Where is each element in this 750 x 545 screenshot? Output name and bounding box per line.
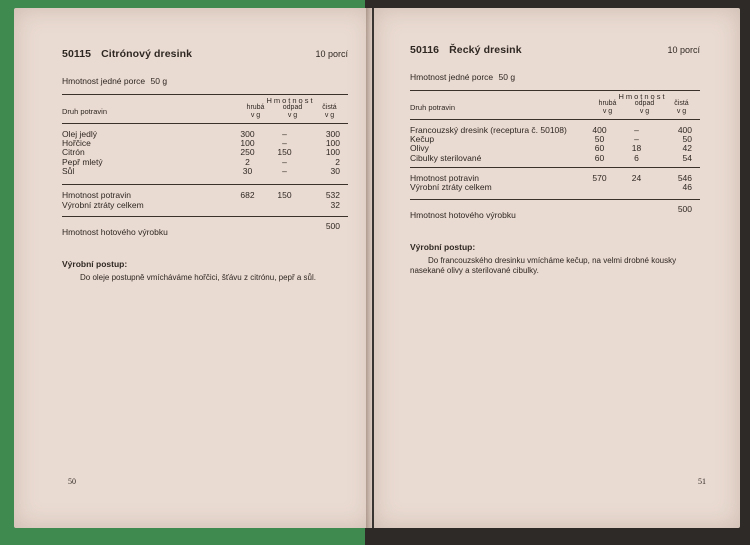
left-final-value: 500 — [325, 221, 340, 232]
left-table-header — [62, 95, 348, 123]
left-procedure-heading: Výrobní postup: — [62, 259, 128, 270]
right-col-net-unit: v g — [676, 108, 687, 115]
right-portion-weight — [410, 72, 700, 82]
left-title-row — [62, 48, 348, 60]
right-rule-final — [410, 199, 700, 200]
left-col-waste-name: odpad — [282, 104, 303, 111]
left-col-gross-unit: v g — [250, 112, 261, 119]
totals-waste: 24 — [631, 172, 642, 183]
ingredient-gross: 250 — [240, 147, 255, 158]
right-title-row — [410, 44, 700, 56]
totals-waste: 150 — [277, 190, 292, 201]
ingredient-waste: – — [634, 125, 639, 135]
ingredient-waste: 150 — [277, 147, 292, 158]
right-page-number: 51 — [698, 477, 706, 486]
right-col-waste-unit: v g — [639, 108, 650, 115]
left-portions: 10 porcí — [315, 49, 348, 59]
left-recipe-title — [62, 48, 192, 60]
left-col-gross-name: hrubá — [246, 104, 265, 111]
table-row — [62, 167, 348, 176]
ingredient-waste: – — [634, 134, 639, 145]
right-portions: 10 porcí — [667, 45, 700, 55]
ingredient-net: 30 — [330, 165, 340, 176]
left-recipe-name: Citrónový dresink — [101, 48, 193, 60]
totals-label: Výrobní ztráty celkem — [62, 199, 144, 210]
ingredient-net: 100 — [325, 138, 340, 149]
ingredient-gross: 60 — [594, 143, 605, 154]
left-portion-weight — [62, 76, 348, 86]
right-header-ingredient-label: Druh potravin — [410, 103, 456, 112]
right-final-weight — [410, 204, 700, 220]
left-rule-totals — [62, 184, 348, 185]
totals-net: 532 — [325, 190, 340, 201]
right-col-net-name: čistá — [674, 100, 689, 107]
ingredient-gross: 30 — [242, 165, 253, 176]
totals-label: Výrobní ztráty celkem — [410, 182, 492, 193]
left-header-col-waste — [274, 104, 311, 120]
ingredient-name: Citrón — [62, 147, 85, 158]
left-portion-weight-label: Hmotnost jedné porce — [62, 76, 146, 86]
table-row — [410, 135, 700, 144]
totals-waste — [266, 201, 303, 211]
ingredient-gross: 60 — [594, 152, 605, 163]
ingredient-gross: 2 — [245, 156, 250, 167]
ingredient-name: Hořčice — [62, 138, 91, 149]
table-row — [62, 130, 348, 139]
left-header-group: Hmotnost — [266, 96, 315, 105]
ingredient-net: 54 — [682, 152, 692, 163]
right-col-gross-name: hrubá — [598, 100, 617, 107]
right-totals — [410, 174, 700, 193]
ingredient-name: Olivy — [410, 143, 429, 154]
right-rule-header — [410, 119, 700, 120]
ingredient-net: 300 — [325, 129, 340, 139]
left-recipe-code: 50115 — [62, 48, 92, 60]
totals-gross: 682 — [240, 190, 255, 201]
ingredient-gross: 100 — [240, 138, 255, 149]
left-page — [14, 8, 372, 528]
right-header-columns — [589, 100, 700, 116]
totals-label: Hmotnost potravin — [410, 172, 479, 183]
right-procedure-heading: Výrobní postup: — [410, 241, 476, 252]
right-rule-totals — [410, 167, 700, 168]
ingredient-net: 100 — [325, 147, 340, 158]
totals-row — [62, 201, 348, 211]
right-recipe — [410, 44, 700, 276]
right-portion-weight-label: Hmotnost jedné porce — [410, 72, 494, 82]
ingredient-name: Cibulky sterilované — [410, 152, 482, 163]
left-header-ingredient-label: Druh potravin — [62, 107, 108, 116]
right-recipe-title — [410, 44, 522, 56]
table-row — [410, 126, 700, 135]
ingredient-name: Olej jedlý — [62, 129, 97, 139]
right-page — [374, 8, 740, 528]
ingredient-net: 50 — [682, 134, 692, 145]
totals-label: Hmotnost potravin — [62, 190, 131, 201]
totals-net: 32 — [330, 199, 340, 210]
ingredient-name: Pepř mletý — [62, 156, 103, 167]
right-recipe-name: Řecký dresink — [449, 44, 522, 56]
totals-gross — [581, 183, 618, 193]
ingredient-name: Sůl — [62, 165, 75, 176]
table-row — [410, 154, 700, 163]
totals-gross — [229, 201, 266, 211]
ingredient-waste: – — [282, 156, 287, 167]
ingredient-waste: 18 — [631, 143, 642, 154]
left-ingredients-table — [62, 130, 348, 176]
right-header-col-waste — [626, 100, 663, 116]
ingredient-net: 42 — [682, 143, 692, 154]
totals-gross: 570 — [592, 172, 607, 183]
ingredient-waste: 6 — [634, 152, 639, 163]
ingredient-name: Kečup — [410, 134, 435, 145]
left-header-col-net — [311, 104, 348, 120]
totals-waste — [618, 183, 655, 193]
right-recipe-code: 50116 — [410, 44, 440, 56]
left-header-columns — [237, 104, 348, 120]
left-header-col-gross — [237, 104, 274, 120]
right-header-col-gross — [589, 100, 626, 116]
left-recipe — [62, 48, 348, 283]
left-col-waste-unit: v g — [287, 112, 298, 119]
totals-net: 546 — [677, 172, 692, 183]
ingredient-net: 400 — [677, 125, 692, 135]
left-col-net-unit: v g — [324, 112, 335, 119]
ingredient-waste: – — [282, 129, 287, 139]
ingredient-gross: 300 — [240, 129, 255, 139]
left-final-weight — [62, 221, 348, 237]
left-page-number: 50 — [68, 477, 76, 486]
right-header-group: Hmotnost — [618, 92, 667, 101]
ingredient-name: Francouzský dresink (receptura č. 50108) — [410, 125, 567, 135]
table-row — [62, 139, 348, 148]
right-procedure-text: Do francouzského dresinku vmícháme kečup, na velmi drobné kousky nasekané olivy a sterilované cibulky. — [410, 255, 677, 275]
right-ingredients-table — [410, 126, 700, 163]
left-final-label: Hmotnost hotového výrobku — [62, 227, 168, 238]
ingredient-gross: 50 — [594, 134, 605, 145]
left-portion-weight-value: 50 g — [150, 76, 168, 86]
right-col-gross-unit: v g — [602, 108, 613, 115]
ingredient-net: 2 — [335, 156, 340, 167]
left-procedure-text: Do oleje postupně vmícháváme hořčici, šťávu z citrónu, pepř a sůl. — [80, 273, 317, 283]
right-col-waste-name: odpad — [634, 100, 655, 107]
totals-row — [410, 183, 700, 193]
right-final-value: 500 — [677, 203, 692, 214]
totals-net: 46 — [682, 182, 692, 193]
ingredient-waste: – — [282, 165, 287, 176]
ingredient-gross: 400 — [592, 125, 607, 135]
table-row — [62, 158, 348, 167]
left-col-net-name: čistá — [322, 104, 337, 111]
left-totals — [62, 191, 348, 210]
left-rule-final — [62, 216, 348, 217]
ingredient-waste: – — [282, 138, 287, 149]
right-final-label: Hmotnost hotového výrobku — [410, 209, 516, 220]
right-table-header — [410, 91, 700, 119]
table-row — [62, 148, 348, 157]
right-header-col-net — [663, 100, 700, 116]
left-rule-header — [62, 123, 348, 124]
right-portion-weight-value: 50 g — [498, 72, 516, 82]
